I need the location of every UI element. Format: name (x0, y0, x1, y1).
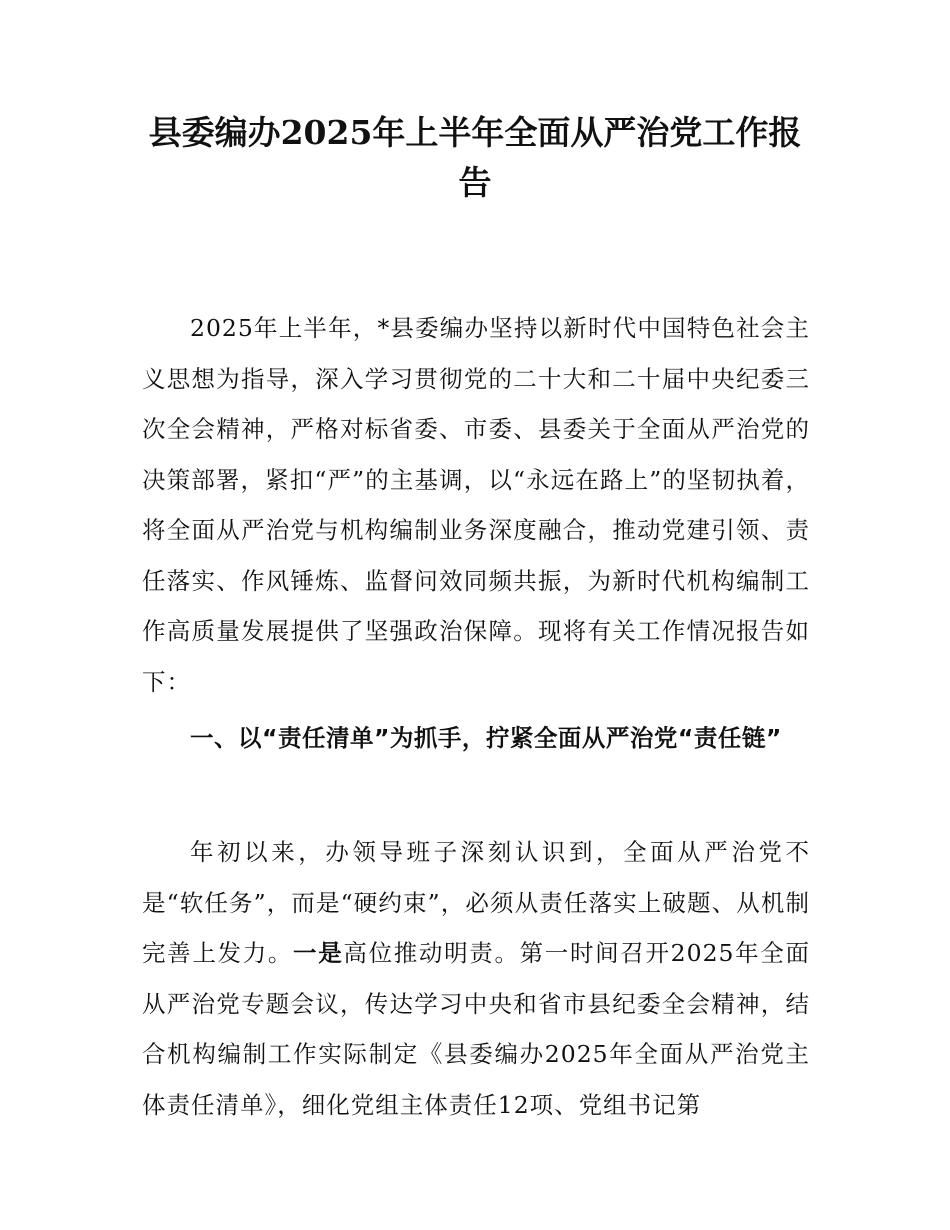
section-1-paragraph-part2: 高位推动明责。第一时间召开2025年全面从严治党专题会议，传达学习中央和省市县纪委全会精神，结合机构编制工作实际制定《县委编办2025年全面从严治党主体责任清单》，细化党组主体责任12项、党组书记第 (142, 939, 811, 1119)
section-1-heading: 一、以“责任清单”为抓手，拧紧全面从严治党“责任链” (190, 724, 782, 752)
intro-paragraph: 2025年上半年，*县委编办坚持以新时代中国特色社会主义思想为指导，深入学习贯彻党的二十大和二十届中央纪委三次全会精神，严格对标省委、市委、县委关于全面从严治党的决策部署，紧扣“严”的主基调，以“永远在路上”的坚韧执着，将全面从严治党与机构编制业务深度融合，推动党建引领、责任落实、作风锤炼、监督问效同频共振，为新时代机构编制工作高质量发展提供了坚强政治保障。现将有关工作情况报告如下： (142, 314, 810, 696)
section-1-paragraph (142, 827, 810, 1130)
document-title: 县委编办2025年上半年全面从严治党工作报告 (148, 113, 802, 202)
section-1-lead-label: 一是 (293, 939, 344, 967)
section-1-paragraph-part1: 年初以来，办领导班子深刻认识到，全面从严治党不是“软任务”，而是“硬约束”，必须从责任落实上破题、从机制完善上发力。 (142, 838, 810, 967)
